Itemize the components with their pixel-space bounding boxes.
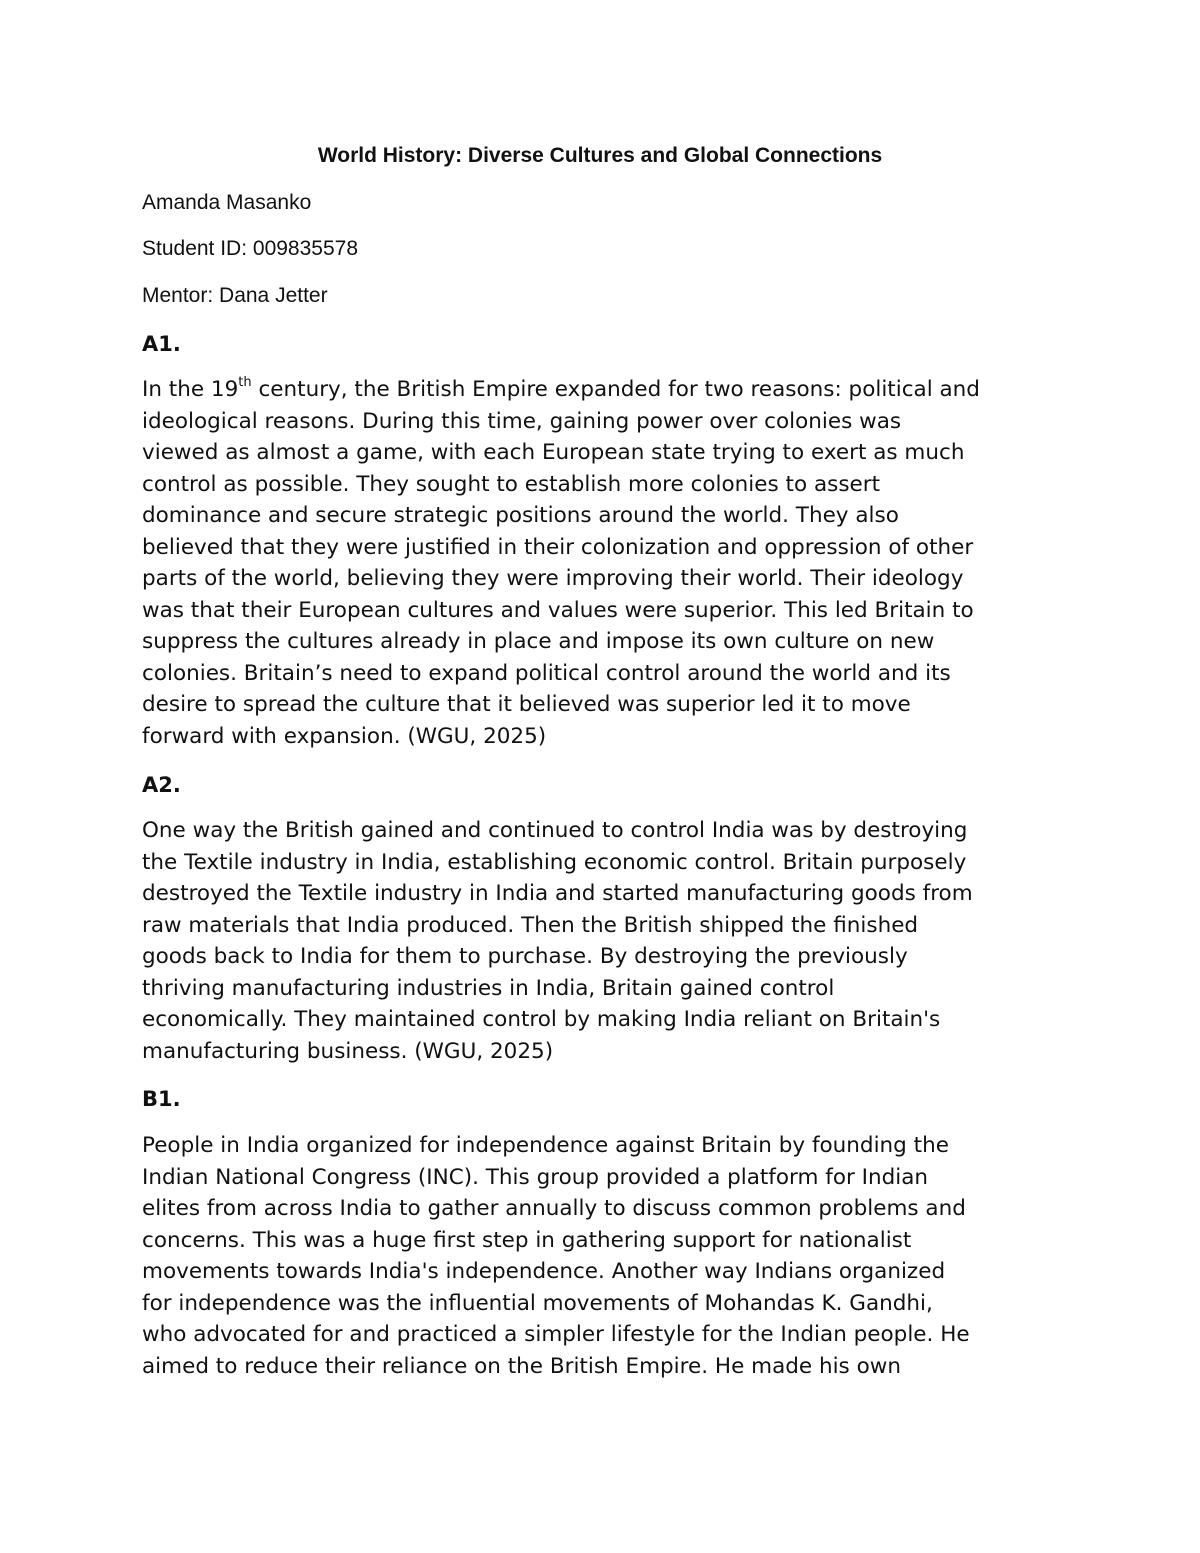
paragraph-line: the Textile industry in India, establishing economic control. Britain purposely bbox=[142, 849, 967, 875]
superscript-text: th bbox=[238, 374, 252, 390]
paragraph-line: forward with expansion. (WGU, 2025) bbox=[142, 723, 547, 749]
paragraph-line: concerns. This was a huge first step in gathering support for nationalist bbox=[142, 1227, 912, 1253]
paragraph-line: elites from across India to gather annually to discuss common problems and bbox=[142, 1196, 966, 1221]
section-paragraph-a1 bbox=[142, 374, 1072, 752]
paragraph-line: ideological reasons. During this time, gaining power over colonies was bbox=[142, 408, 902, 434]
paragraph-line: believed that they were justified in their colonization and oppression of other bbox=[142, 534, 974, 560]
paragraph-line: movements towards India's independence. Another way Indians organized bbox=[142, 1259, 946, 1284]
section-heading-a2: A2. bbox=[142, 773, 181, 797]
mentor-name: Mentor: Dana Jetter bbox=[142, 284, 328, 307]
paragraph-line: who advocated for and practiced a simpler lifestyle for the Indian people. He bbox=[142, 1322, 970, 1347]
paragraph-line: economically. They maintained control by making India reliant on Britain's bbox=[142, 1007, 941, 1032]
paragraph-line: desire to spread the culture that it believed was superior led it to move bbox=[142, 692, 911, 717]
paragraph-line: dominance and secure strategic positions around the world. They also bbox=[142, 503, 899, 528]
paragraph-line: for independence was the influential movements of Mohandas K. Gandhi, bbox=[142, 1290, 933, 1316]
section-paragraph-b1 bbox=[142, 1130, 1072, 1382]
line-text: In the 19 bbox=[142, 377, 239, 402]
paragraph-line: destroyed the Textile industry in India and started manufacturing goods from bbox=[142, 881, 973, 906]
document-title: World History: Diverse Cultures and Global Connections bbox=[317, 144, 883, 167]
paragraph-line: control as possible. They sought to establish more colonies to assert bbox=[142, 471, 881, 497]
student-id: Student ID: 009835578 bbox=[142, 237, 359, 260]
paragraph-line: One way the British gained and continued to control India was by destroying bbox=[142, 818, 968, 843]
section-paragraph-a2 bbox=[142, 815, 1072, 1067]
paragraph-line: goods back to India for them to purchase. By destroying the previously bbox=[142, 944, 908, 969]
paragraph-line bbox=[142, 374, 1072, 406]
paragraph-line: suppress the cultures already in place and impose its own culture on new bbox=[142, 629, 935, 654]
paragraph-line: colonies. Britain’s need to expand political control around the world and its bbox=[142, 660, 951, 686]
paragraph-line: manufacturing business. (WGU, 2025) bbox=[142, 1038, 554, 1064]
section-heading-a1: A1. bbox=[142, 332, 181, 356]
paragraph-line: thriving manufacturing industries in India, Britain gained control bbox=[142, 975, 835, 1001]
paragraph-line: People in India organized for independence against Britain by founding the bbox=[142, 1133, 949, 1158]
paragraph-line: aimed to reduce their reliance on the British Empire. He made his own bbox=[142, 1353, 901, 1379]
paragraph-line: viewed as almost a game, with each European state trying to exert as much bbox=[142, 440, 965, 465]
section-heading-b1: B1. bbox=[142, 1087, 181, 1111]
paragraph-line: raw materials that India produced. Then the British shipped the finished bbox=[142, 912, 919, 938]
paragraph-line: parts of the world, believing they were improving their world. Their ideology bbox=[142, 566, 964, 591]
paragraph-line: was that their European cultures and values were superior. This led Britain to bbox=[142, 597, 974, 623]
line-text: century, the British Empire expanded for two reasons: political and bbox=[251, 377, 980, 402]
author-name: Amanda Masanko bbox=[142, 191, 312, 214]
paragraph-line: Indian National Congress (INC). This group provided a platform for Indian bbox=[142, 1164, 929, 1190]
